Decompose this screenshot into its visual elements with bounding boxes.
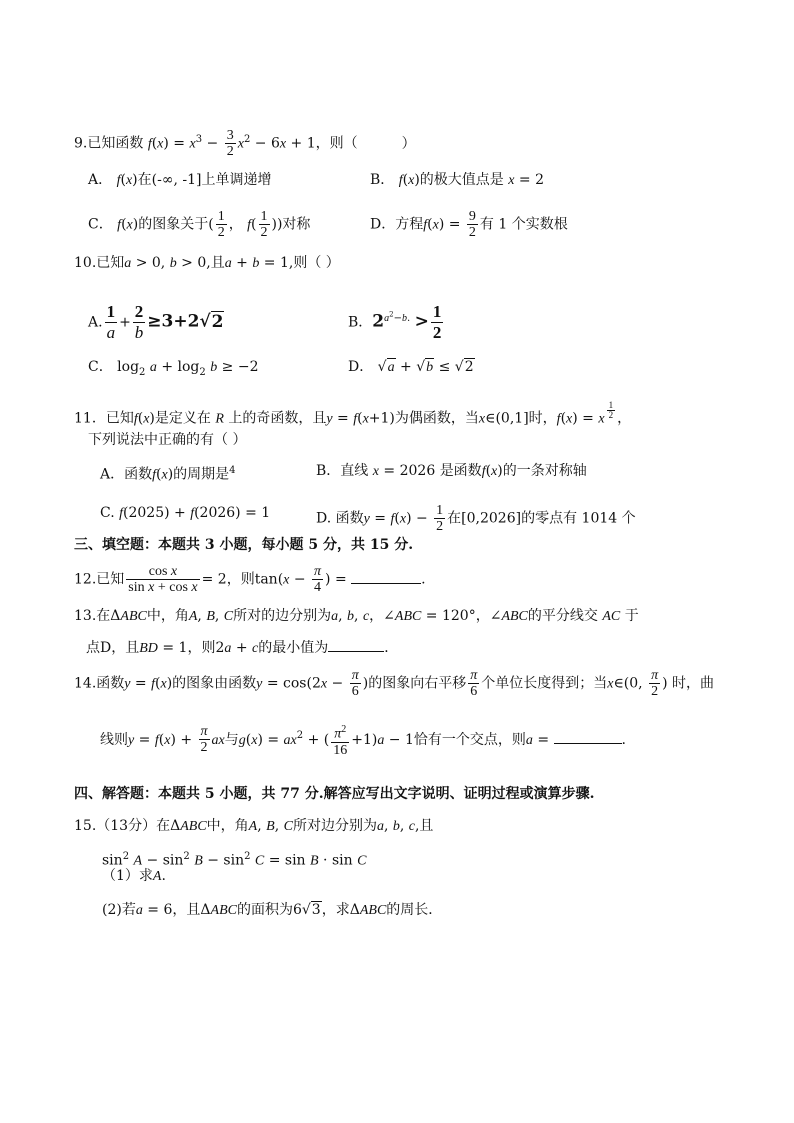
question-13: 13.在ΔABC中，角A, B, C所对的边分别为a, b, c，∠ABC = 120°，∠ABC的平分线交 AC 于 [74,608,639,624]
question-9-stem: 9.已知函数 $f(x) = x^3$ − $\frac{3}{2}$ $x^2 - 6x + 1$，则（ ） [74,128,416,159]
question-15-part-2: (2)若a = 6，且ΔABC的面积为6√3，求ΔABC的周长． [102,902,443,918]
option-9a: A． f(x)在(-∞, -1]上单调递增 [88,172,272,188]
question-number: 15. [74,818,97,834]
answer-blank[interactable] [351,569,421,584]
fraction: $\frac{3}{2}$ [226,128,234,159]
question-14-line2: 线则y = f(x) + $\frac{\pi}{2}$ ax与$g(x) = ax^2$ + ( $\frac{\pi^2}{16}$ +1)a − 1恰有一个交点，则a = . [100,724,626,758]
question-12: 12.已知 $\frac{\text{cos x}}{\text{sin x + cos x}}$ = 2，则tan(x − $\frac{\pi}{4}$ ) = . [74,564,426,595]
question-14: 14.函数y = f(x)的图象由函数y = cos(2x − $\frac{\pi}{6}$ )的图象向右平移 $\frac{\pi}{6}$ 个单位长度得到；当x∈(0, $\frac{\pi}{2}$ ) 时，曲 [74,668,715,699]
answer-blank[interactable] [328,637,384,652]
question-10-stem: 10.已知a > 0, b > 0,且a + b = 1,则（ ） [74,255,340,271]
option-11d: D. 函数y = f(x) − $\frac{1}{2}$ 在[0,2026]的零点有 1014 个 [316,503,636,534]
question-number: 14. [74,675,97,692]
question-number: 11． [74,410,106,427]
question-number: 13. [74,608,97,624]
option-10a: A. $\frac{1}{a}$ + $\frac{2}{b}$ ≥3+2√2 [88,302,224,342]
option-11a: A．函数f(x)的周期是$^4$ [100,465,236,483]
option-9c: C． f(x)的图象关于( $\frac{1}{2}$ ， f( $\frac{1}{2}$ ))对称 [88,209,311,240]
question-15: 15.（13分）在ΔABC中，角A, B, C所对边分别为a, b, c,且 [74,818,434,834]
question-number: 10. [74,255,97,271]
option-11b: B．直线 x = 2026 是函数f(x)的一条对称轴 [316,463,587,479]
question-13-line2: 点D，且BD = 1，则2a + c的最小值为 ． [86,637,398,659]
option-10c: C． $\log_2 a + \log_2 b \ge -2$ [88,359,259,378]
option-11c: C. f(2025) + f(2026) = 1 [100,505,271,521]
option-9d: D．方程f(x) = $\frac{9}{2}$ 有 1 个实数根 [370,209,568,240]
question-11-line2: 下列说法中正确的有（ ） [88,432,247,448]
question-number: 9. [74,135,88,152]
question-number: 12. [74,571,97,588]
option-9b: B． f(x)的极大值点是 x = 2 [370,172,545,188]
question-15-formula: $\sin^2 A - \sin^2 B - \sin^2 C = \sin B \cdot \sin C$ [102,851,367,869]
section-4-heading: 四、解答题：本题共 5 小题，共 77 分.解答应写出文字说明、证明过程或演算步骤. [74,786,595,802]
question-11-stem: 11．已知f(x)是定义在 R 上的奇函数，且y = f(x+1)为偶函数，当x∈(0,1]时，f(x) = x $^{\frac{1}{2}}$ ， [74,400,632,427]
option-10d: D． √a + √b ≤ √2 [348,359,474,375]
section-3-heading: 三、填空题：本题共 3 小题，每小题 5 分，共 15 分. [74,537,414,553]
option-10b: B．$2^{a^2-b.}$ > $\frac{1}{2}$ [348,302,442,342]
answer-blank[interactable] [554,729,622,744]
question-15-part-1: （1）求A. [102,868,166,884]
